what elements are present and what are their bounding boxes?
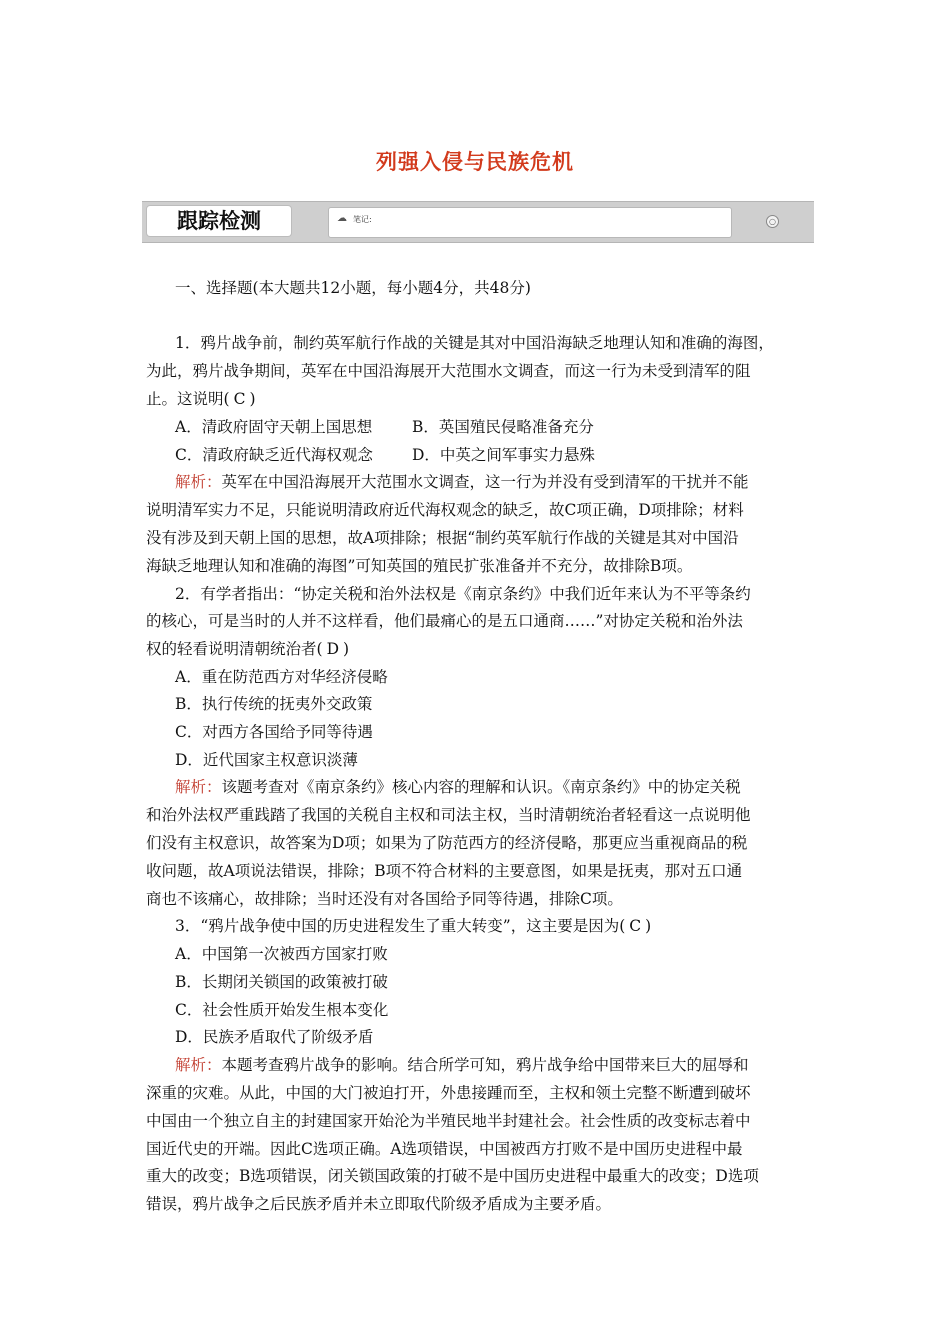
q3-option-a: A．中国第一次被西方国家打败 — [175, 945, 388, 963]
q3-analysis-line: 重大的改变；B选项错误，闭关锁国政策的打破不是中国历史进程中最重大的改变；D选项 — [146, 1167, 759, 1185]
q2-analysis-line: 们没有主权意识，故答案为D项；如果为了防范西方的经济侵略，那更应当重视商品的税 — [146, 834, 748, 852]
q1-answer: C — [233, 390, 246, 408]
q2-option-c: C．对西方各国给予同等待遇 — [175, 723, 373, 741]
q3-analysis-line: 解析：本题考查鸦片战争的影响。结合所学可知，鸦片战争给中国带来巨大的屈辱和 — [175, 1056, 749, 1074]
q1-stem-line: 为此，鸦片战争期间，英军在中国沿海展开大范围水文调查，而这一行为未受到清军的阻 — [146, 362, 751, 380]
cloud-icon: ☁ — [337, 213, 347, 224]
q1-stem-line: 1．鸦片战争前，制约英军航行作战的关键是其对中国沿海缺乏地理认知和准确的海图， — [175, 334, 774, 352]
q1-analysis-line: 没有涉及到天朝上国的思想，故A项排除；根据“制约英军航行作战的关键是其对中国沿 — [146, 529, 739, 547]
pin-icon[interactable]: ○ — [766, 215, 779, 228]
q2-option-a: A．重在防范西方对华经济侵略 — [175, 668, 388, 686]
q2-analysis-line: 解析：该题考查对《南京条约》核心内容的理解和认识。《南京条约》中的协定关税 — [175, 778, 741, 796]
q1-option-c: C．清政府缺乏近代海权观念 — [175, 446, 373, 464]
notes-field[interactable] — [328, 207, 732, 238]
q1-option-b: B．英国殖民侵略准备充分 — [412, 418, 594, 436]
q2-stem-line: 权的轻看说明清朝统治者( D ) — [146, 640, 350, 658]
q3-stem: 3．“鸦片战争使中国的历史进程发生了重大转变”，这主要是因为( C ) — [175, 917, 652, 935]
notes-label: 笔记: — [353, 215, 372, 224]
q3-option-d: D．民族矛盾取代了阶级矛盾 — [175, 1028, 374, 1046]
page-title: 列强入侵与民族危机 — [376, 150, 574, 174]
q1-analysis-line: 解析：英军在中国沿海展开大范围水文调查，这一行为并没有受到清军的干扰并不能 — [175, 473, 749, 491]
q1-option-d: D．中英之间军事实力悬殊 — [412, 446, 595, 464]
q3-analysis-line: 错误，鸦片战争之后民族矛盾并未立即取代阶级矛盾成为主要矛盾。 — [146, 1195, 612, 1213]
section-heading: 一、选择题(本大题共12小题，每小题4分，共48分) — [175, 279, 531, 297]
q2-stem-line: 2．有学者指出：“协定关税和治外法权是《南京条约》中我们近年来认为不平等条约 — [175, 585, 751, 603]
q1-option-a: A．清政府固守天朝上国思想 — [175, 418, 373, 436]
q3-option-c: C．社会性质开始发生根本变化 — [175, 1001, 389, 1019]
analysis-label: 解析： — [175, 473, 222, 491]
q3-analysis-line: 深重的灾难。从此，中国的大门被迫打开，外患接踵而至，主权和领土完整不断遭到破坏 — [146, 1084, 751, 1102]
q3-analysis-line: 中国由一个独立自主的封建国家开始沦为半殖民地半封建社会。社会性质的改变标志着中 — [146, 1112, 751, 1130]
q3-analysis-line: 国近代史的开端。因此C选项正确。A选项错误，中国被西方打败不是中国历史进程中最 — [146, 1140, 743, 1158]
analysis-label: 解析： — [175, 778, 222, 796]
q2-option-b: B．执行传统的抚夷外交政策 — [175, 695, 373, 713]
q3-option-b: B．长期闭关锁国的政策被打破 — [175, 973, 388, 991]
q2-stem-line: 的核心，可是当时的人并不这样看，他们最痛心的是五口通商……”对协定关税和治外法 — [146, 612, 743, 630]
banner-label: 跟踪检测 — [147, 206, 291, 236]
q2-analysis-line: 和治外法权严重践踏了我国的关税自主权和司法主权，当时清朝统治者轻看这一点说明他 — [146, 806, 751, 824]
q1-stem-line: 止。这说明( C ) — [146, 390, 256, 408]
q1-analysis-line: 说明清军实力不足，只能说明清政府近代海权观念的缺乏，故C项正确，D项排除；材料 — [146, 501, 744, 519]
q3-answer: C — [629, 917, 642, 935]
analysis-label: 解析： — [175, 1056, 222, 1074]
q1-analysis-line: 海缺乏地理认知和准确的海图”可知英国的殖民扩张准备并不充分，故排除B项。 — [146, 557, 693, 575]
section-banner — [142, 201, 814, 243]
q2-answer: D — [326, 640, 339, 658]
q2-option-d: D．近代国家主权意识淡薄 — [175, 751, 358, 769]
q2-analysis-line: 收问题，故A项说法错误，排除；B项不符合材料的主要意图，如果是抚夷，那对五口通 — [146, 862, 743, 880]
q2-analysis-line: 商也不该痛心，故排除；当时还没有对各国给予同等待遇，排除C项。 — [146, 890, 623, 908]
